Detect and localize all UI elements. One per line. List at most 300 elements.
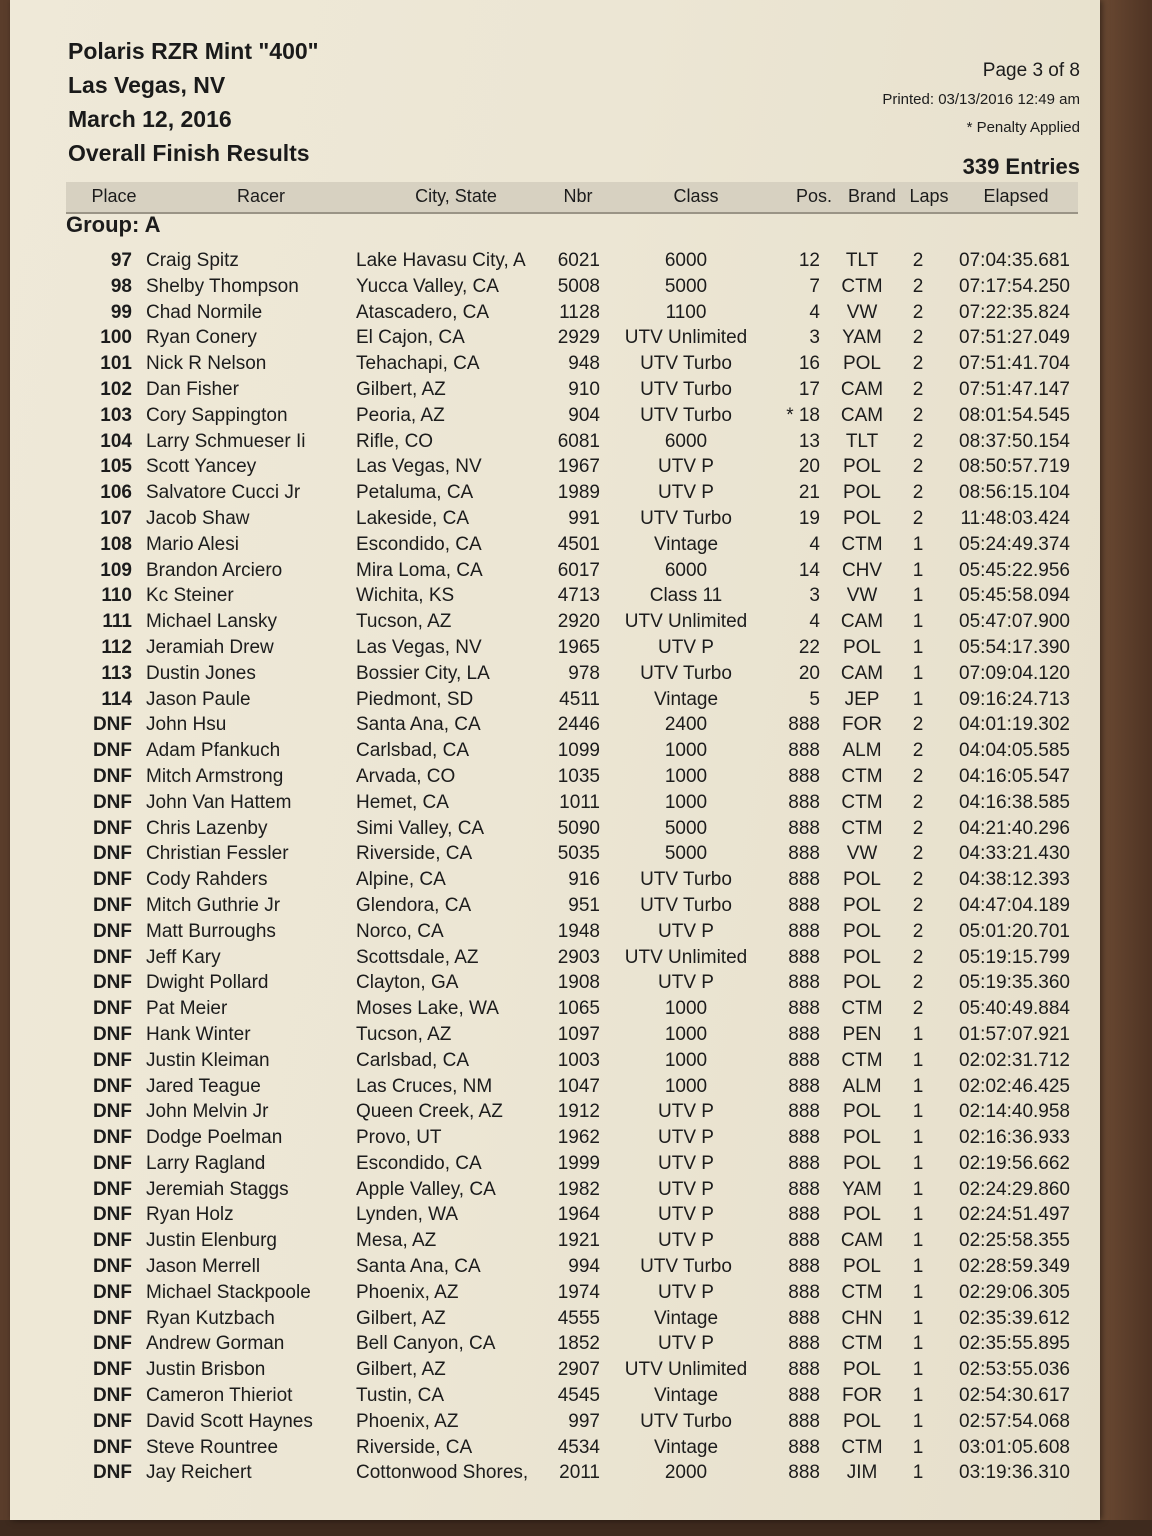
cell-pos: 12 [798, 250, 820, 271]
table-row [0, 637, 1100, 663]
cell-city: Las Cruces, NM [356, 1075, 493, 1097]
cell-laps: 2 [912, 714, 924, 736]
cell-city: Phoenix, AZ [356, 1410, 459, 1432]
penalty-note: * Penalty Applied [966, 119, 1080, 136]
cell-elapsed: 04:04:05.585 [959, 740, 1070, 762]
cell-city: Escondido, CA [356, 533, 482, 555]
cell-class: UTV P [658, 972, 714, 994]
cell-elapsed: 11:48:03.424 [960, 507, 1070, 529]
table-row [0, 405, 1100, 431]
table-row [0, 1101, 1100, 1127]
cell-city: Gilbert, AZ [356, 378, 446, 400]
cell-nbr: 2920 [557, 611, 600, 633]
cell-elapsed: 08:01:54.545 [959, 404, 1070, 426]
cell-elapsed: 05:40:49.884 [959, 998, 1070, 1020]
table-row [0, 353, 1100, 379]
cell-pos: 19 [798, 507, 820, 529]
cell-pos: 888 [788, 1049, 820, 1071]
table-row [0, 585, 1100, 611]
cell-nbr: 1097 [557, 1023, 600, 1045]
event-location: Las Vegas, NV [68, 72, 226, 98]
table-row [0, 1050, 1100, 1076]
cell-elapsed: 02:54:30.617 [959, 1385, 1070, 1407]
table-row [0, 740, 1100, 766]
cell-city: Glendora, CA [356, 894, 472, 916]
col-laps: Laps [909, 186, 949, 206]
cell-brand: CTM [841, 1049, 883, 1071]
cell-place: DNF [92, 1127, 132, 1149]
cell-nbr: 1128 [559, 301, 600, 323]
cell-pos: 888 [788, 1307, 820, 1329]
cell-pos: 16 [798, 353, 820, 375]
cell-place: DNF [92, 740, 132, 762]
cell-brand: TLT [845, 250, 879, 271]
cell-nbr: 916 [568, 869, 600, 891]
cell-city: Simi Valley, CA [356, 817, 485, 839]
cell-city: Carlsbad, CA [356, 1049, 469, 1071]
cell-elapsed: 02:35:55.895 [959, 1333, 1070, 1355]
cell-brand: POL [842, 1152, 882, 1174]
cell-elapsed: 08:56:15.104 [959, 482, 1070, 504]
cell-nbr: 2929 [557, 327, 600, 349]
cell-class: 1000 [664, 1049, 708, 1071]
cell-elapsed: 07:51:41.704 [959, 353, 1070, 375]
table-row [0, 1282, 1100, 1308]
cell-place: 112 [101, 636, 132, 658]
cell-class: UTV Turbo [640, 1410, 732, 1432]
table-row [0, 250, 1100, 276]
cell-class: 6000 [664, 559, 708, 581]
cell-brand: CTM [841, 998, 883, 1020]
cell-elapsed: 08:50:57.719 [959, 456, 1070, 478]
cell-place: 97 [110, 250, 132, 271]
cell-nbr: 1965 [557, 636, 600, 658]
cell-place: 109 [100, 559, 132, 581]
results-table [0, 250, 1100, 1488]
cell-place: DNF [92, 1049, 132, 1071]
event-date: March 12, 2016 [68, 106, 232, 132]
cell-elapsed: 02:02:31.712 [959, 1049, 1070, 1071]
cell-pos: 17 [798, 378, 820, 400]
table-row [0, 1256, 1100, 1282]
cell-laps: 1 [912, 662, 924, 684]
cell-pos: 888 [788, 765, 820, 787]
table-row [0, 1024, 1100, 1050]
cell-nbr: 1003 [557, 1049, 600, 1071]
cell-pos: 888 [788, 869, 820, 891]
cell-place: 107 [100, 507, 132, 529]
cell-laps: 1 [912, 1230, 924, 1252]
cell-laps: 2 [912, 404, 924, 426]
cell-class: 1000 [664, 1023, 708, 1045]
cell-place: DNF [92, 869, 132, 891]
cell-nbr: 1967 [557, 456, 600, 478]
cell-racer: Cory Sappington [146, 404, 288, 426]
cell-city: Tucson, AZ [356, 1023, 452, 1045]
cell-class: 5000 [664, 275, 708, 297]
cell-place: DNF [92, 791, 132, 813]
cell-pos: 13 [798, 430, 820, 452]
cell-place: DNF [92, 1385, 132, 1407]
cell-city: Las Vegas, NV [356, 636, 482, 658]
cell-pos: 888 [788, 972, 820, 994]
cell-class: UTV P [658, 482, 714, 504]
cell-pos: 888 [788, 1152, 820, 1174]
cell-elapsed: 02:53:55.036 [959, 1359, 1070, 1381]
cell-class: 1000 [664, 998, 708, 1020]
printed-timestamp: Printed: 03/13/2016 12:49 am [882, 91, 1080, 108]
cell-city: Phoenix, AZ [356, 1281, 459, 1303]
col-racer: Racer [236, 186, 285, 206]
cell-elapsed: 02:29:06.305 [959, 1281, 1070, 1303]
table-row [0, 611, 1100, 637]
cell-racer: Larry Ragland [146, 1152, 266, 1174]
cell-class: UTV Unlimited [624, 946, 748, 968]
cell-elapsed: 02:28:59.349 [959, 1256, 1070, 1278]
cell-nbr: 5008 [557, 275, 600, 297]
cell-brand: POL [842, 353, 882, 375]
cell-nbr: 2446 [557, 714, 600, 736]
cell-class: UTV P [658, 1281, 714, 1303]
cell-racer: Cody Rahders [146, 869, 268, 891]
cell-nbr: 6021 [557, 250, 600, 271]
cell-place: DNF [92, 843, 132, 865]
cell-city: Tustin, CA [356, 1385, 444, 1407]
cell-city: Santa Ana, CA [356, 1256, 481, 1278]
cell-nbr: 1989 [557, 482, 600, 504]
cell-elapsed: 02:57:54.068 [959, 1410, 1070, 1432]
cell-city: Riverside, CA [356, 1436, 473, 1458]
cell-class: UTV Turbo [640, 662, 732, 684]
cell-brand: CTM [841, 765, 883, 787]
cell-place: 99 [110, 301, 132, 323]
cell-racer: John Melvin Jr [146, 1101, 269, 1123]
cell-city: Bossier City, LA [356, 662, 490, 684]
page-number: Page 3 of 8 [982, 60, 1080, 81]
cell-laps: 2 [912, 456, 924, 478]
cell-brand: VW [846, 843, 878, 865]
cell-pos: 888 [788, 817, 820, 839]
cell-pos: 888 [788, 1410, 820, 1432]
cell-class: UTV Turbo [640, 869, 732, 891]
cell-brand: POL [842, 1256, 882, 1278]
cell-laps: 1 [912, 585, 924, 607]
cell-nbr: 948 [568, 353, 600, 375]
cell-place: DNF [92, 1436, 132, 1458]
cell-laps: 1 [912, 1127, 924, 1149]
cell-brand: CTM [841, 275, 883, 297]
table-row [0, 1359, 1100, 1385]
cell-nbr: 1962 [557, 1127, 600, 1149]
cell-nbr: 4555 [557, 1307, 600, 1329]
cell-racer: Matt Burroughs [146, 920, 276, 942]
cell-elapsed: 07:04:35.681 [959, 250, 1070, 271]
cell-pos: 888 [788, 1333, 820, 1355]
cell-nbr: 1099 [557, 740, 600, 762]
cell-elapsed: 03:19:36.310 [959, 1462, 1070, 1484]
cell-elapsed: 04:21:40.296 [959, 817, 1070, 839]
cell-brand: CAM [840, 378, 884, 400]
cell-elapsed: 07:09:04.120 [959, 662, 1070, 684]
cell-elapsed: 07:51:47.147 [959, 378, 1070, 400]
cell-place: DNF [92, 972, 132, 994]
cell-pos: 888 [788, 1256, 820, 1278]
cell-racer: Michael Stackpoole [146, 1281, 311, 1303]
table-row [0, 1411, 1100, 1437]
cell-class: UTV P [658, 636, 714, 658]
cell-racer: Brandon Arciero [146, 559, 283, 581]
cell-place: 111 [102, 611, 132, 633]
cell-elapsed: 02:25:58.355 [959, 1230, 1070, 1252]
col-nbr: Nbr [563, 186, 593, 206]
cell-city: Wichita, KS [356, 585, 455, 607]
cell-laps: 1 [912, 1075, 924, 1097]
cell-brand: POL [842, 1204, 882, 1226]
cell-pos: 14 [798, 559, 820, 581]
cell-pos: 7 [809, 275, 820, 297]
cell-city: Mesa, AZ [356, 1230, 437, 1252]
table-row [0, 302, 1100, 328]
cell-nbr: 978 [568, 662, 600, 684]
cell-racer: Christian Fessler [146, 843, 289, 865]
cell-place: 106 [100, 482, 132, 504]
cell-laps: 1 [912, 559, 924, 581]
cell-brand: CTM [841, 533, 883, 555]
cell-place: DNF [92, 1023, 132, 1045]
cell-racer: Justin Kleiman [146, 1049, 270, 1071]
cell-racer: Salvatore Cucci Jr [146, 482, 301, 504]
cell-laps: 1 [912, 1101, 924, 1123]
cell-brand: CAM [840, 404, 884, 426]
cell-elapsed: 02:02:46.425 [959, 1075, 1070, 1097]
cell-laps: 1 [912, 1333, 924, 1355]
col-brand: Brand [847, 186, 897, 206]
table-row [0, 869, 1100, 895]
cell-racer: Pat Meier [146, 998, 228, 1020]
cell-class: UTV Turbo [640, 404, 732, 426]
cell-brand: POL [842, 482, 882, 504]
cell-class: UTV Unlimited [624, 327, 748, 349]
cell-laps: 2 [912, 301, 924, 323]
cell-nbr: 1948 [557, 920, 600, 942]
table-row [0, 482, 1100, 508]
cell-racer: Mario Alesi [146, 533, 239, 555]
cell-class: 6000 [664, 250, 708, 271]
cell-city: Carlsbad, CA [356, 740, 469, 762]
table-row [0, 1437, 1100, 1463]
cell-pos: 5 [809, 688, 820, 710]
cell-laps: 1 [912, 688, 924, 710]
cell-pos: 888 [788, 1281, 820, 1303]
cell-city: Bell Canyon, CA [356, 1333, 496, 1355]
cell-class: UTV Turbo [640, 507, 732, 529]
table-row [0, 792, 1100, 818]
table-row [0, 534, 1100, 560]
cell-class: 1000 [664, 765, 708, 787]
cell-pos: 888 [788, 740, 820, 762]
cell-racer: Dwight Pollard [146, 972, 269, 994]
cell-city: Yucca Valley, CA [356, 275, 499, 297]
cell-racer: Jason Merrell [146, 1256, 261, 1278]
cell-elapsed: 05:45:58.094 [959, 585, 1070, 607]
cell-pos: 888 [788, 791, 820, 813]
cell-nbr: 2907 [557, 1359, 600, 1381]
cell-place: DNF [92, 1410, 132, 1432]
cell-place: DNF [92, 1178, 132, 1200]
cell-class: UTV P [658, 456, 714, 478]
cell-pos: 888 [788, 1462, 820, 1484]
cell-class: UTV P [658, 1230, 714, 1252]
cell-brand: POL [842, 894, 882, 916]
cell-class: UTV P [658, 1333, 714, 1355]
cell-brand: CTM [841, 1333, 883, 1355]
cell-brand: POL [842, 507, 882, 529]
cell-place: DNF [92, 817, 132, 839]
table-row [0, 456, 1100, 482]
cell-elapsed: 02:35:39.612 [959, 1307, 1070, 1329]
cell-place: DNF [92, 1101, 132, 1123]
cell-laps: 2 [912, 327, 924, 349]
cell-pos: * 18 [786, 404, 820, 426]
cell-city: Lakeside, CA [356, 507, 470, 529]
table-row [0, 276, 1100, 302]
table-row [0, 689, 1100, 715]
cell-nbr: 1065 [557, 998, 600, 1020]
cell-laps: 1 [912, 533, 924, 555]
cell-class: UTV Turbo [640, 894, 732, 916]
cell-laps: 1 [912, 1307, 924, 1329]
background-edge [1100, 0, 1152, 1536]
cell-class: 6000 [664, 430, 708, 452]
cell-city: Peoria, AZ [356, 404, 445, 426]
cell-class: UTV P [658, 1101, 714, 1123]
cell-elapsed: 04:01:19.302 [959, 714, 1070, 736]
cell-city: Petaluma, CA [356, 482, 474, 504]
cell-brand: POL [842, 456, 882, 478]
cell-racer: Jeramiah Drew [146, 636, 274, 658]
cell-laps: 2 [912, 740, 924, 762]
cell-place: 113 [101, 662, 132, 684]
cell-laps: 1 [912, 1178, 924, 1200]
cell-elapsed: 05:45:22.956 [959, 559, 1070, 581]
cell-racer: Shelby Thompson [146, 275, 299, 297]
cell-city: Gilbert, AZ [356, 1359, 446, 1381]
cell-place: DNF [92, 920, 132, 942]
cell-city: Queen Creek, AZ [356, 1101, 503, 1123]
table-row [0, 327, 1100, 353]
table-row [0, 379, 1100, 405]
cell-racer: Jared Teague [146, 1075, 261, 1097]
entries-count: 339 Entries [962, 154, 1080, 179]
cell-class: Vintage [653, 688, 719, 710]
cell-city: Alpine, CA [356, 869, 446, 891]
cell-laps: 1 [912, 1281, 924, 1303]
cell-nbr: 4511 [559, 688, 600, 710]
cell-elapsed: 07:51:27.049 [959, 327, 1070, 349]
cell-racer: Craig Spitz [146, 250, 239, 271]
cell-elapsed: 05:54:17.390 [959, 636, 1070, 658]
table-row [0, 431, 1100, 457]
table-row [0, 895, 1100, 921]
report-header [68, 34, 319, 170]
cell-racer: Cameron Thieriot [146, 1385, 293, 1407]
cell-nbr: 1047 [557, 1075, 600, 1097]
cell-nbr: 1852 [557, 1333, 600, 1355]
column-header-bar [66, 182, 1078, 214]
cell-brand: ALM [842, 1075, 882, 1097]
cell-brand: POL [842, 920, 882, 942]
cell-place: DNF [92, 1307, 132, 1329]
cell-nbr: 951 [568, 894, 600, 916]
cell-class: 5000 [664, 817, 708, 839]
cell-brand: POL [842, 869, 882, 891]
cell-elapsed: 04:38:12.393 [959, 869, 1070, 891]
cell-pos: 888 [788, 1436, 820, 1458]
cell-racer: Dustin Jones [146, 662, 256, 684]
cell-class: UTV Turbo [640, 378, 732, 400]
cell-class: 1100 [665, 301, 707, 323]
table-row [0, 972, 1100, 998]
cell-racer: Chad Normile [146, 301, 263, 323]
cell-racer: Jeff Kary [146, 946, 221, 968]
cell-laps: 2 [912, 920, 924, 942]
cell-laps: 1 [912, 1152, 924, 1174]
cell-city: Arvada, CO [356, 765, 456, 787]
cell-city: Santa Ana, CA [356, 714, 481, 736]
cell-laps: 2 [912, 378, 924, 400]
cell-racer: Jay Reichert [146, 1462, 252, 1484]
cell-nbr: 1974 [557, 1281, 600, 1303]
cell-racer: Kc Steiner [146, 585, 234, 607]
cell-racer: Justin Elenburg [146, 1230, 277, 1252]
cell-place: 98 [110, 275, 132, 297]
cell-racer: Ryan Conery [146, 327, 257, 349]
cell-racer: Michael Lansky [146, 611, 277, 633]
cell-pos: 888 [788, 1101, 820, 1123]
cell-place: DNF [92, 1256, 132, 1278]
cell-place: DNF [92, 1204, 132, 1226]
event-title: Polaris RZR Mint "400" [68, 38, 319, 64]
cell-elapsed: 05:24:49.374 [959, 533, 1070, 555]
cell-place: 105 [100, 456, 132, 478]
cell-racer: Jacob Shaw [146, 507, 250, 529]
cell-brand: FOR [841, 714, 883, 736]
cell-city: Norco, CA [356, 920, 444, 942]
table-row [0, 1179, 1100, 1205]
cell-brand: YAM [842, 1178, 882, 1200]
cell-laps: 2 [912, 430, 924, 452]
cell-brand: JIM [846, 1462, 878, 1484]
cell-class: 1000 [664, 1075, 708, 1097]
cell-nbr: 994 [568, 1256, 600, 1278]
cell-pos: 888 [788, 1204, 820, 1226]
cell-class: UTV P [658, 1152, 714, 1174]
cell-city: Piedmont, SD [356, 688, 474, 710]
cell-laps: 2 [912, 998, 924, 1020]
cell-brand: CAM [840, 611, 884, 633]
cell-laps: 2 [912, 843, 924, 865]
cell-class: 2400 [664, 714, 708, 736]
cell-place: DNF [92, 1281, 132, 1303]
cell-class: Vintage [653, 533, 719, 555]
cell-elapsed: 07:17:54.250 [959, 275, 1070, 297]
cell-pos: 888 [788, 894, 820, 916]
cell-elapsed: 04:16:38.585 [959, 791, 1070, 813]
cell-class: 1000 [664, 740, 708, 762]
cell-nbr: 910 [568, 378, 600, 400]
cell-brand: POL [842, 1127, 882, 1149]
cell-elapsed: 05:01:20.701 [959, 920, 1070, 942]
